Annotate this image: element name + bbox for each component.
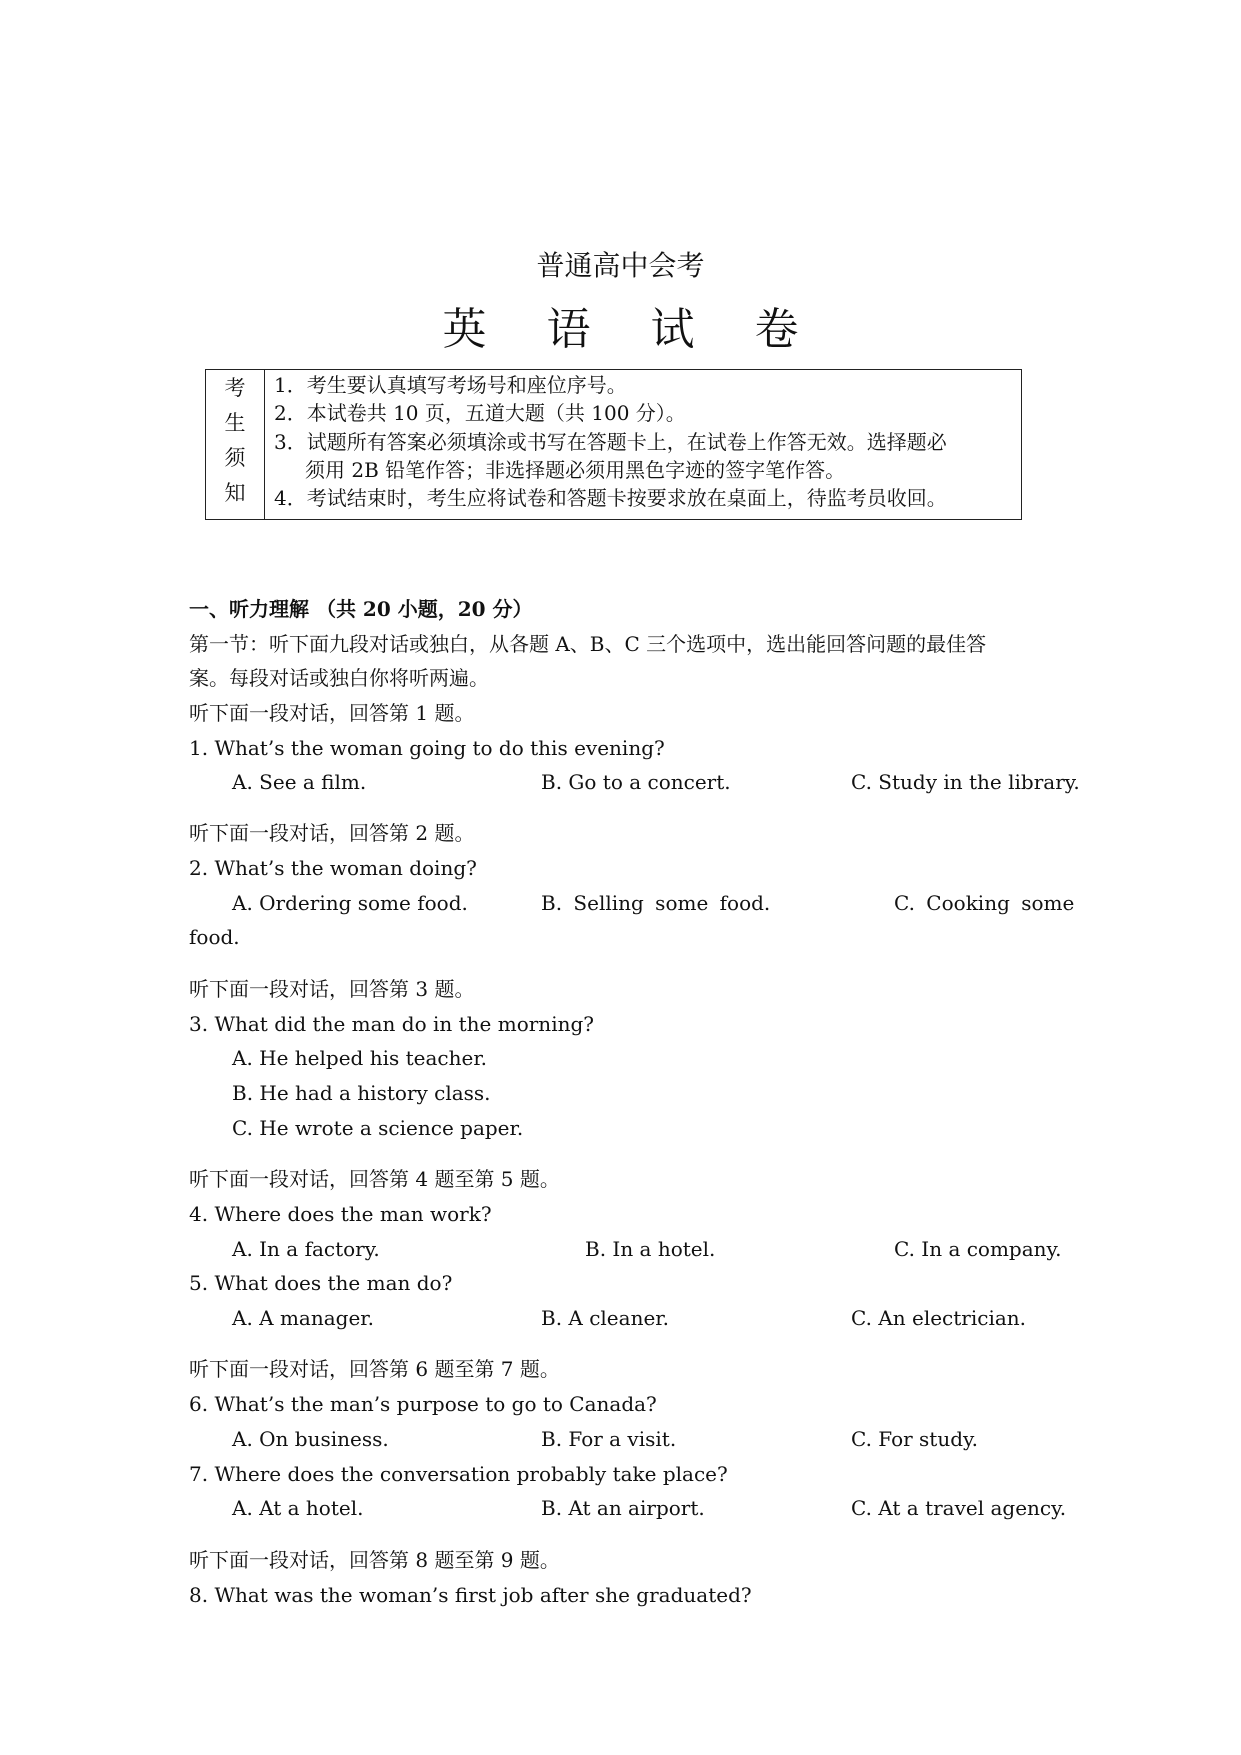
notice-line: 1．考生要认真填写考场号和座位序号。 [274, 373, 627, 397]
question-text: 8. What was the woman’s first job after she graduated? [189, 1583, 752, 1607]
section-intro: 案。每段对话或独白你将听两遍。 [189, 666, 489, 690]
option-a: A. A manager. [232, 1306, 375, 1330]
notice-line: 须用 2B 铅笔作答；非选择题必须用黑色字迹的签字笔作答。 [305, 458, 846, 482]
question-text: 6. What’s the man’s purpose to go to Canada? [189, 1392, 657, 1416]
notice-label-char: 知 [224, 481, 246, 505]
notice-divider [264, 370, 265, 519]
exam-title [0, 304, 1241, 356]
dialogue-instruction: 听下面一段对话，回答第 6 题至第 7 题。 [189, 1357, 560, 1381]
option-b: B. At an airport. [541, 1496, 705, 1520]
option-b: B. In a hotel. [585, 1237, 716, 1261]
exam-subtitle: 普通高中会考 [536, 249, 705, 282]
question-text: 5. What does the man do? [189, 1271, 453, 1295]
title-char: 试 [650, 304, 725, 355]
option-c: C. He wrote a science paper. [232, 1116, 524, 1140]
dialogue-instruction: 听下面一段对话，回答第 3 题。 [189, 977, 475, 1001]
option-a: A. He helped his teacher. [232, 1046, 488, 1070]
option-a: A. In a factory. [232, 1237, 380, 1261]
option-b: B. For a visit. [541, 1427, 677, 1451]
option-c-continued: food. [189, 925, 240, 949]
option-a: A. At a hotel. [232, 1496, 364, 1520]
option-c: C. In a company. [894, 1237, 1062, 1261]
notice-line: 3．试题所有答案必须填涂或书写在答题卡上，在试卷上作答无效。选择题必 [274, 430, 947, 454]
dialogue-instruction: 听下面一段对话，回答第 2 题。 [189, 821, 475, 845]
notice-label-char: 考 [224, 376, 246, 400]
title-char: 语 [546, 304, 621, 355]
question-text: 7. Where does the conversation probably take place? [189, 1462, 728, 1486]
option-a: A. Ordering some food. [232, 891, 468, 915]
option-a: A. See a film. [232, 770, 367, 794]
title-char: 英 [442, 304, 517, 355]
option-c: C. Cooking some [894, 891, 1075, 915]
option-b: B. Go to a concert. [541, 770, 731, 794]
option-c: C. At a travel agency. [851, 1496, 1067, 1520]
question-text: 1. What’s the woman going to do this evening? [189, 736, 665, 760]
dialogue-instruction: 听下面一段对话，回答第 8 题至第 9 题。 [189, 1548, 560, 1572]
section-intro: 第一节：听下面九段对话或独白，从各题 A、B、C 三个选项中，选出能回答问题的最佳答 [189, 632, 987, 656]
option-b: B. He had a history class. [232, 1081, 491, 1105]
option-b: B. A cleaner. [541, 1306, 670, 1330]
option-a: A. On business. [232, 1427, 389, 1451]
dialogue-instruction: 听下面一段对话，回答第 1 题。 [189, 701, 475, 725]
option-c: C. For study. [851, 1427, 979, 1451]
question-text: 3. What did the man do in the morning? [189, 1012, 594, 1036]
question-text: 4. Where does the man work? [189, 1202, 492, 1226]
dialogue-instruction: 听下面一段对话，回答第 4 题至第 5 题。 [189, 1167, 560, 1191]
notice-line: 2．本试卷共 10 页，五道大题（共 100 分）。 [274, 401, 686, 425]
question-text: 2. What’s the woman doing? [189, 856, 477, 880]
exam-notice-box [205, 369, 1022, 520]
option-c: C. An electrician. [851, 1306, 1027, 1330]
option-c: C. Study in the library. [851, 770, 1080, 794]
notice-line: 4．考试结束时，考生应将试卷和答题卡按要求放在桌面上，待监考员收回。 [274, 486, 947, 510]
title-char: 卷 [754, 304, 829, 355]
section-heading: 一、听力理解 （共 20 小题，20 分） [189, 597, 533, 621]
notice-label-char: 生 [224, 411, 246, 435]
option-b: B. Selling some food. [541, 891, 771, 915]
notice-label-char: 须 [224, 446, 246, 470]
